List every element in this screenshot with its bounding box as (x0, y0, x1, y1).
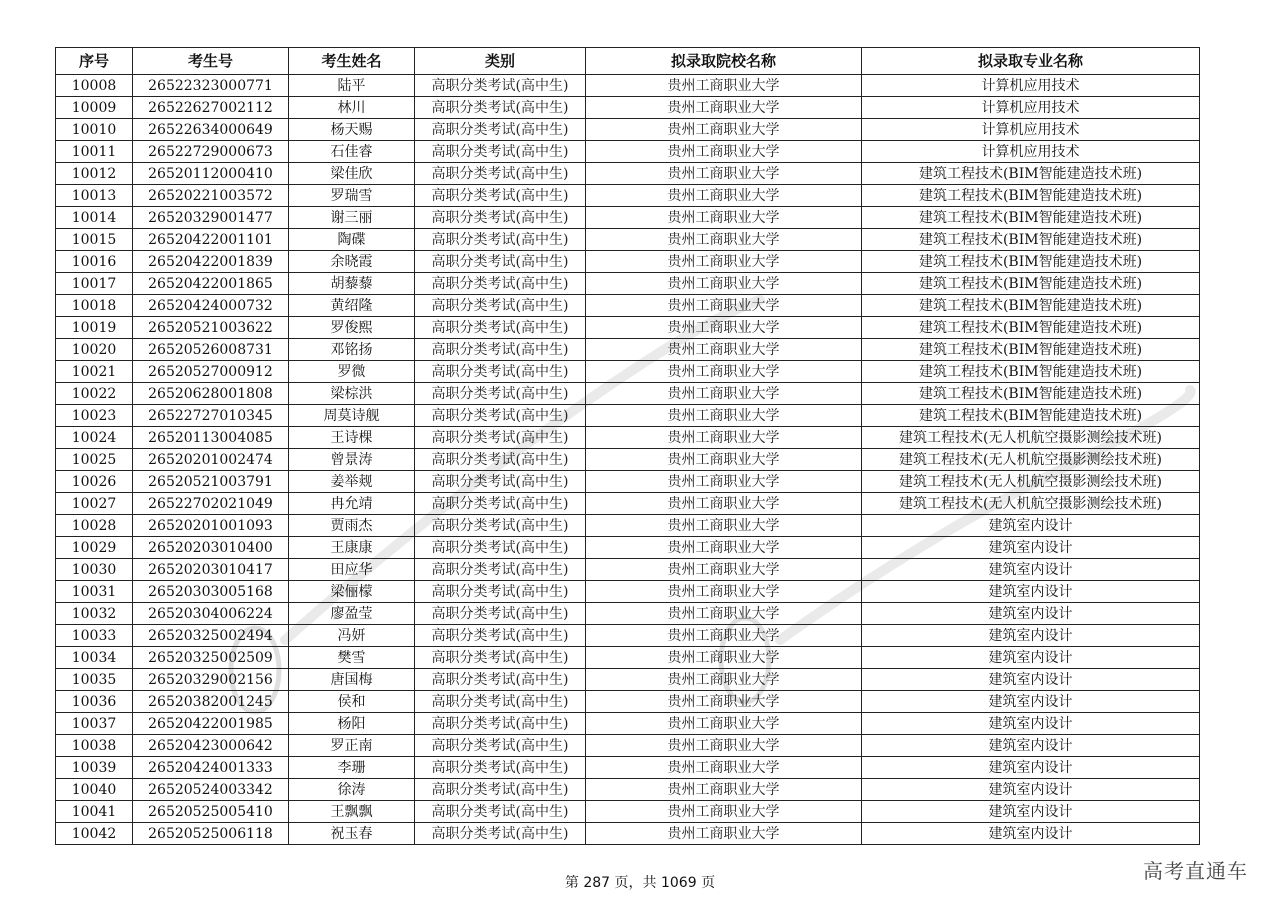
table-row (56, 207, 1200, 229)
cell-school: 贵州工商职业大学 (586, 273, 862, 295)
cell-major: 建筑工程技术(BIM智能建造技术班) (862, 295, 1200, 317)
cell-student-name: 李珊 (289, 757, 415, 779)
cell-major: 建筑工程技术(无人机航空摄影测绘技术班) (862, 427, 1200, 449)
cell-exam-number: 26520329001477 (133, 207, 289, 229)
cell-category: 高职分类考试(高中生) (415, 251, 586, 273)
cell-category: 高职分类考试(高中生) (415, 757, 586, 779)
cell-major: 建筑室内设计 (862, 647, 1200, 669)
cell-student-name: 梁棕洪 (289, 383, 415, 405)
table-body (56, 75, 1200, 845)
cell-category: 高职分类考试(高中生) (415, 559, 586, 581)
cell-student-name: 冉允靖 (289, 493, 415, 515)
cell-serial: 10032 (56, 603, 133, 625)
cell-category: 高职分类考试(高中生) (415, 339, 586, 361)
cell-major: 建筑工程技术(BIM智能建造技术班) (862, 383, 1200, 405)
table-row (56, 97, 1200, 119)
cell-serial: 10024 (56, 427, 133, 449)
table-row (56, 471, 1200, 493)
cell-exam-number: 26522729000673 (133, 141, 289, 163)
cell-serial: 10019 (56, 317, 133, 339)
cell-major: 建筑工程技术(无人机航空摄影测绘技术班) (862, 449, 1200, 471)
table-row (56, 581, 1200, 603)
cell-school: 贵州工商职业大学 (586, 229, 862, 251)
cell-exam-number: 26520382001245 (133, 691, 289, 713)
cell-school: 贵州工商职业大学 (586, 251, 862, 273)
cell-category: 高职分类考试(高中生) (415, 207, 586, 229)
cell-category: 高职分类考试(高中生) (415, 185, 586, 207)
cell-major: 建筑室内设计 (862, 669, 1200, 691)
cell-student-name: 樊雪 (289, 647, 415, 669)
cell-category: 高职分类考试(高中生) (415, 119, 586, 141)
cell-student-name: 罗俊熙 (289, 317, 415, 339)
cell-serial: 10029 (56, 537, 133, 559)
cell-school: 贵州工商职业大学 (586, 493, 862, 515)
cell-student-name: 梁佳欣 (289, 163, 415, 185)
cell-exam-number: 26522702021049 (133, 493, 289, 515)
cell-student-name: 冯妍 (289, 625, 415, 647)
cell-student-name: 石佳睿 (289, 141, 415, 163)
table-row (56, 449, 1200, 471)
cell-major: 计算机应用技术 (862, 97, 1200, 119)
cell-major: 建筑室内设计 (862, 713, 1200, 735)
cell-major: 建筑工程技术(BIM智能建造技术班) (862, 251, 1200, 273)
cell-category: 高职分类考试(高中生) (415, 229, 586, 251)
cell-serial: 10035 (56, 669, 133, 691)
cell-category: 高职分类考试(高中生) (415, 779, 586, 801)
table-row (56, 735, 1200, 757)
cell-school: 贵州工商职业大学 (586, 801, 862, 823)
cell-category: 高职分类考试(高中生) (415, 405, 586, 427)
cell-major: 建筑室内设计 (862, 515, 1200, 537)
cell-exam-number: 26522627002112 (133, 97, 289, 119)
table-row (56, 405, 1200, 427)
cell-serial: 10041 (56, 801, 133, 823)
cell-exam-number: 26520521003791 (133, 471, 289, 493)
table-row (56, 251, 1200, 273)
cell-category: 高职分类考试(高中生) (415, 75, 586, 97)
cell-serial: 10027 (56, 493, 133, 515)
cell-student-name: 王诗棵 (289, 427, 415, 449)
cell-school: 贵州工商职业大学 (586, 735, 862, 757)
page-number: 第 287 页，共 1069 页 (564, 875, 716, 891)
table-row (56, 515, 1200, 537)
cell-student-name: 罗瑞雪 (289, 185, 415, 207)
cell-school: 贵州工商职业大学 (586, 97, 862, 119)
cell-student-name: 贾雨杰 (289, 515, 415, 537)
table-row (56, 779, 1200, 801)
cell-major: 建筑工程技术(BIM智能建造技术班) (862, 339, 1200, 361)
cell-major: 建筑室内设计 (862, 691, 1200, 713)
cell-exam-number: 26520303005168 (133, 581, 289, 603)
cell-student-name: 田应华 (289, 559, 415, 581)
table-row (56, 427, 1200, 449)
cell-category: 高职分类考试(高中生) (415, 515, 586, 537)
table-row (56, 339, 1200, 361)
cell-school: 贵州工商职业大学 (586, 625, 862, 647)
cell-serial: 10011 (56, 141, 133, 163)
cell-serial: 10026 (56, 471, 133, 493)
cell-student-name: 祝玉春 (289, 823, 415, 845)
cell-exam-number: 26520424000732 (133, 295, 289, 317)
table-row (56, 823, 1200, 845)
cell-exam-number: 26520423000642 (133, 735, 289, 757)
cell-student-name: 谢三丽 (289, 207, 415, 229)
header-serial: 序号 (56, 48, 133, 75)
header-major: 拟录取专业名称 (862, 48, 1200, 75)
header-student-name: 考生姓名 (289, 48, 415, 75)
cell-category: 高职分类考试(高中生) (415, 735, 586, 757)
cell-exam-number: 26520422001839 (133, 251, 289, 273)
cell-serial: 10020 (56, 339, 133, 361)
table-row (56, 691, 1200, 713)
table-row (56, 669, 1200, 691)
cell-student-name: 侯和 (289, 691, 415, 713)
cell-major: 建筑室内设计 (862, 537, 1200, 559)
cell-serial: 10037 (56, 713, 133, 735)
cell-serial: 10008 (56, 75, 133, 97)
table-row (56, 119, 1200, 141)
cell-major: 建筑室内设计 (862, 801, 1200, 823)
cell-major: 建筑工程技术(BIM智能建造技术班) (862, 185, 1200, 207)
cell-serial: 10025 (56, 449, 133, 471)
cell-student-name: 杨阳 (289, 713, 415, 735)
table-row (56, 141, 1200, 163)
cell-exam-number: 26520329002156 (133, 669, 289, 691)
brand-watermark-text: 高考直通车 (1143, 859, 1248, 883)
cell-category: 高职分类考试(高中生) (415, 625, 586, 647)
cell-serial: 10018 (56, 295, 133, 317)
cell-serial: 10022 (56, 383, 133, 405)
cell-category: 高职分类考试(高中生) (415, 97, 586, 119)
cell-major: 建筑室内设计 (862, 757, 1200, 779)
admission-table (55, 47, 1200, 845)
cell-exam-number: 26522323000771 (133, 75, 289, 97)
table-row (56, 801, 1200, 823)
cell-serial: 10039 (56, 757, 133, 779)
cell-major: 建筑工程技术(BIM智能建造技术班) (862, 163, 1200, 185)
cell-student-name: 陆平 (289, 75, 415, 97)
cell-major: 计算机应用技术 (862, 119, 1200, 141)
header-exam-number: 考生号 (133, 48, 289, 75)
cell-student-name: 曾景涛 (289, 449, 415, 471)
cell-category: 高职分类考试(高中生) (415, 141, 586, 163)
cell-school: 贵州工商职业大学 (586, 713, 862, 735)
table-row (56, 229, 1200, 251)
table-row (56, 537, 1200, 559)
cell-category: 高职分类考试(高中生) (415, 449, 586, 471)
cell-student-name: 罗微 (289, 361, 415, 383)
cell-category: 高职分类考试(高中生) (415, 691, 586, 713)
cell-category: 高职分类考试(高中生) (415, 537, 586, 559)
table-row (56, 757, 1200, 779)
cell-student-name: 余晓霞 (289, 251, 415, 273)
cell-student-name: 邓铭扬 (289, 339, 415, 361)
cell-exam-number: 26520422001985 (133, 713, 289, 735)
cell-school: 贵州工商职业大学 (586, 559, 862, 581)
cell-school: 贵州工商职业大学 (586, 361, 862, 383)
cell-category: 高职分类考试(高中生) (415, 713, 586, 735)
table-row (56, 273, 1200, 295)
cell-serial: 10012 (56, 163, 133, 185)
cell-category: 高职分类考试(高中生) (415, 383, 586, 405)
cell-major: 建筑工程技术(无人机航空摄影测绘技术班) (862, 471, 1200, 493)
cell-school: 贵州工商职业大学 (586, 185, 862, 207)
cell-serial: 10042 (56, 823, 133, 845)
cell-student-name: 姜举觌 (289, 471, 415, 493)
cell-student-name: 王飘飘 (289, 801, 415, 823)
cell-major: 建筑室内设计 (862, 603, 1200, 625)
cell-exam-number: 26520112000410 (133, 163, 289, 185)
cell-student-name: 梁俪檬 (289, 581, 415, 603)
table-row (56, 295, 1200, 317)
cell-exam-number: 26520203010417 (133, 559, 289, 581)
table-row (56, 603, 1200, 625)
table-row (56, 185, 1200, 207)
cell-exam-number: 26520527000912 (133, 361, 289, 383)
cell-major: 建筑室内设计 (862, 735, 1200, 757)
table-row (56, 317, 1200, 339)
table-row (56, 559, 1200, 581)
cell-category: 高职分类考试(高中生) (415, 295, 586, 317)
cell-serial: 10014 (56, 207, 133, 229)
cell-category: 高职分类考试(高中生) (415, 669, 586, 691)
cell-exam-number: 26520525005410 (133, 801, 289, 823)
cell-major: 建筑室内设计 (862, 823, 1200, 845)
cell-exam-number: 26520525006118 (133, 823, 289, 845)
cell-category: 高职分类考试(高中生) (415, 273, 586, 295)
cell-category: 高职分类考试(高中生) (415, 317, 586, 339)
cell-category: 高职分类考试(高中生) (415, 647, 586, 669)
cell-exam-number: 26520422001101 (133, 229, 289, 251)
cell-major: 建筑室内设计 (862, 625, 1200, 647)
cell-school: 贵州工商职业大学 (586, 537, 862, 559)
cell-serial: 10030 (56, 559, 133, 581)
cell-serial: 10016 (56, 251, 133, 273)
cell-school: 贵州工商职业大学 (586, 515, 862, 537)
cell-major: 建筑工程技术(无人机航空摄影测绘技术班) (862, 493, 1200, 515)
cell-serial: 10015 (56, 229, 133, 251)
cell-major: 建筑室内设计 (862, 581, 1200, 603)
cell-student-name: 罗正南 (289, 735, 415, 757)
cell-student-name: 廖盈莹 (289, 603, 415, 625)
cell-category: 高职分类考试(高中生) (415, 581, 586, 603)
cell-serial: 10010 (56, 119, 133, 141)
table-row (56, 163, 1200, 185)
cell-serial: 10017 (56, 273, 133, 295)
cell-school: 贵州工商职业大学 (586, 779, 862, 801)
cell-school: 贵州工商职业大学 (586, 647, 862, 669)
cell-exam-number: 26520524003342 (133, 779, 289, 801)
cell-serial: 10038 (56, 735, 133, 757)
cell-category: 高职分类考试(高中生) (415, 427, 586, 449)
cell-major: 建筑工程技术(BIM智能建造技术班) (862, 405, 1200, 427)
cell-major: 建筑工程技术(BIM智能建造技术班) (862, 273, 1200, 295)
cell-school: 贵州工商职业大学 (586, 427, 862, 449)
cell-category: 高职分类考试(高中生) (415, 603, 586, 625)
cell-major: 建筑工程技术(BIM智能建造技术班) (862, 361, 1200, 383)
cell-category: 高职分类考试(高中生) (415, 823, 586, 845)
cell-school: 贵州工商职业大学 (586, 75, 862, 97)
cell-school: 贵州工商职业大学 (586, 471, 862, 493)
cell-exam-number: 26520325002509 (133, 647, 289, 669)
cell-exam-number: 26520113004085 (133, 427, 289, 449)
cell-major: 计算机应用技术 (862, 141, 1200, 163)
cell-school: 贵州工商职业大学 (586, 383, 862, 405)
cell-student-name: 胡藜藜 (289, 273, 415, 295)
cell-school: 贵州工商职业大学 (586, 207, 862, 229)
cell-exam-number: 26520628001808 (133, 383, 289, 405)
cell-student-name: 林川 (289, 97, 415, 119)
cell-serial: 10036 (56, 691, 133, 713)
cell-serial: 10033 (56, 625, 133, 647)
cell-exam-number: 26520201002474 (133, 449, 289, 471)
cell-school: 贵州工商职业大学 (586, 581, 862, 603)
cell-serial: 10040 (56, 779, 133, 801)
cell-exam-number: 26520201001093 (133, 515, 289, 537)
cell-school: 贵州工商职业大学 (586, 163, 862, 185)
cell-student-name: 周莫诗舰 (289, 405, 415, 427)
cell-school: 贵州工商职业大学 (586, 669, 862, 691)
cell-student-name: 陶碟 (289, 229, 415, 251)
header-school: 拟录取院校名称 (586, 48, 862, 75)
cell-school: 贵州工商职业大学 (586, 119, 862, 141)
cell-category: 高职分类考试(高中生) (415, 493, 586, 515)
cell-school: 贵州工商职业大学 (586, 691, 862, 713)
cell-major: 计算机应用技术 (862, 75, 1200, 97)
cell-school: 贵州工商职业大学 (586, 295, 862, 317)
cell-serial: 10023 (56, 405, 133, 427)
cell-student-name: 杨天赐 (289, 119, 415, 141)
cell-exam-number: 26522727010345 (133, 405, 289, 427)
cell-exam-number: 26520526008731 (133, 339, 289, 361)
table-row (56, 625, 1200, 647)
cell-exam-number: 26522634000649 (133, 119, 289, 141)
cell-serial: 10028 (56, 515, 133, 537)
cell-major: 建筑室内设计 (862, 779, 1200, 801)
cell-student-name: 徐涛 (289, 779, 415, 801)
table-row (56, 647, 1200, 669)
table-row (56, 383, 1200, 405)
cell-school: 贵州工商职业大学 (586, 405, 862, 427)
cell-major: 建筑工程技术(BIM智能建造技术班) (862, 317, 1200, 339)
cell-school: 贵州工商职业大学 (586, 603, 862, 625)
cell-serial: 10009 (56, 97, 133, 119)
cell-serial: 10013 (56, 185, 133, 207)
cell-exam-number: 26520304006224 (133, 603, 289, 625)
table-row (56, 361, 1200, 383)
table-header-row (56, 48, 1200, 75)
cell-category: 高职分类考试(高中生) (415, 801, 586, 823)
cell-school: 贵州工商职业大学 (586, 339, 862, 361)
cell-major: 建筑工程技术(BIM智能建造技术班) (862, 207, 1200, 229)
cell-student-name: 唐国梅 (289, 669, 415, 691)
table-row (56, 493, 1200, 515)
cell-major: 建筑工程技术(BIM智能建造技术班) (862, 229, 1200, 251)
cell-student-name: 黄绍隆 (289, 295, 415, 317)
cell-serial: 10021 (56, 361, 133, 383)
cell-student-name: 王康康 (289, 537, 415, 559)
cell-school: 贵州工商职业大学 (586, 823, 862, 845)
cell-school: 贵州工商职业大学 (586, 141, 862, 163)
table-row (56, 75, 1200, 97)
cell-category: 高职分类考试(高中生) (415, 361, 586, 383)
cell-exam-number: 26520521003622 (133, 317, 289, 339)
cell-school: 贵州工商职业大学 (586, 757, 862, 779)
table-row (56, 713, 1200, 735)
cell-exam-number: 26520221003572 (133, 185, 289, 207)
cell-exam-number: 26520203010400 (133, 537, 289, 559)
header-category: 类别 (415, 48, 586, 75)
cell-major: 建筑室内设计 (862, 559, 1200, 581)
cell-school: 贵州工商职业大学 (586, 449, 862, 471)
cell-exam-number: 26520325002494 (133, 625, 289, 647)
cell-serial: 10034 (56, 647, 133, 669)
cell-school: 贵州工商职业大学 (586, 317, 862, 339)
cell-exam-number: 26520424001333 (133, 757, 289, 779)
cell-category: 高职分类考试(高中生) (415, 163, 586, 185)
cell-category: 高职分类考试(高中生) (415, 471, 586, 493)
cell-serial: 10031 (56, 581, 133, 603)
cell-exam-number: 26520422001865 (133, 273, 289, 295)
